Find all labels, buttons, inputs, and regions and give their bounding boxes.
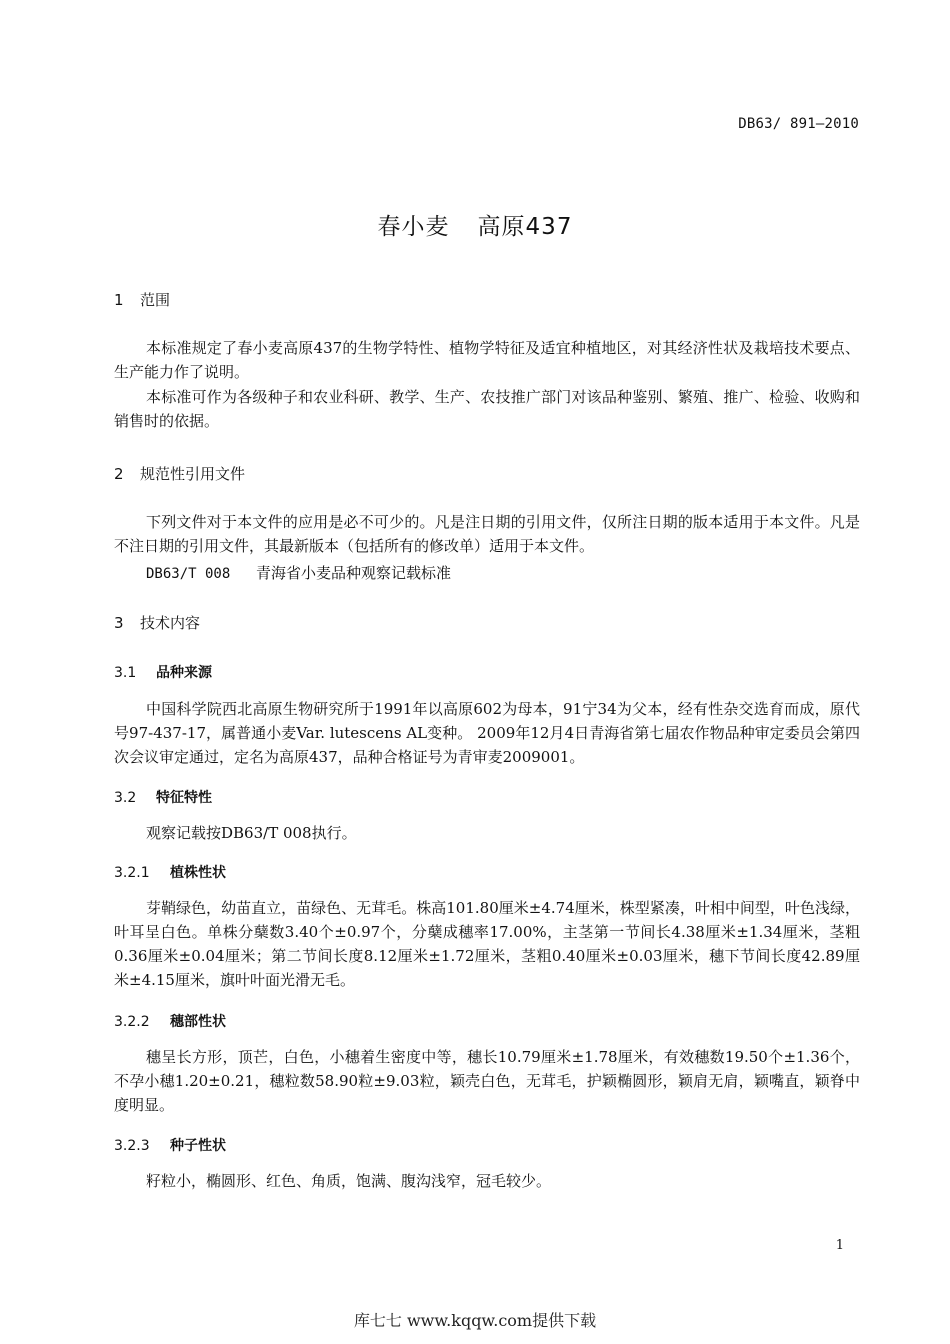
section-3-2-1-paragraph: 芽鞘绿色，幼苗直立，苗绿色、无茸毛。株高101.80厘米±4.74厘米，株型紧凑，叶相中间型，叶色浅绿，叶耳呈白色。单株分蘖数3.40个±0.97个，分蘖成穗率17.00%，主茎第一节间长4.38厘米±1.34厘米，茎粗0.36厘米±0.04厘米；第二节间长度8.12厘米±1.72厘米，茎粗0.40厘米±0.03厘米，穗下节间长度42.89厘米±4.15厘米，旗叶叶面光滑无毛。 xyxy=(114,899,860,989)
section-3-2-heading: 3.2 特征特性 xyxy=(114,790,212,806)
section-3-1-heading: 3.1 品种来源 xyxy=(114,665,212,681)
section-2-paragraph-1: 下列文件对于本文件的应用是必不可少的。凡是注日期的引用文件，仅所注日期的版本适用于本文件。凡是不注日期的引用文件，其最新版本（包括所有的修改单）适用于本文件。 xyxy=(114,513,860,555)
section-3-1-paragraph: 中国科学院西北高原生物研究所于1991年以高原602为母本，91宁34为父本，经有性杂交选育而成，原代号97-437-17，属普通小麦Var. lutescens AL变种。 2009年12月4日青海省第七届农作物品种审定委员会第四次会议审定通过，定名为高原437，品种合格证号为青审麦2009001。 xyxy=(114,700,860,766)
page-number: 1 xyxy=(835,1238,844,1253)
section-3-2-1-heading: 3.2.1 植株性状 xyxy=(114,865,226,881)
title-main: 春小麦 xyxy=(377,214,450,240)
normative-reference xyxy=(146,562,451,583)
section-3-2-3-heading: 3.2.3 种子性状 xyxy=(114,1138,226,1154)
section-3-heading: 3 技术内容 xyxy=(114,614,201,632)
reference-code: DB63/T 008 xyxy=(146,566,231,582)
section-3-2-2-heading: 3.2.2 穗部性状 xyxy=(114,1014,226,1030)
section-3-2-3-paragraph: 籽粒小，椭圆形、红色、角质，饱满、腹沟浅窄，冠毛较少。 xyxy=(146,1172,552,1190)
title-sub: 高原437 xyxy=(477,214,573,240)
download-footer: 库七七 www.kqqw.com提供下载 xyxy=(353,1311,597,1330)
section-1-paragraph-1: 本标准规定了春小麦高原437的生物学特性、植物学特征及适宜种植地区，对其经济性状及栽培技术要点、生产能力作了说明。 xyxy=(114,339,860,381)
section-2-heading: 2 规范性引用文件 xyxy=(114,465,246,483)
document-title xyxy=(0,208,950,241)
reference-title: 青海省小麦品种观察记载标准 xyxy=(256,564,452,582)
standard-code: DB63/ 891—2010 xyxy=(738,116,859,132)
section-1-heading: 1 范围 xyxy=(114,291,171,309)
section-1-paragraph-2: 本标准可作为各级种子和农业科研、教学、生产、农技推广部门对该品种鉴别、繁殖、推广、检验、收购和销售时的依据。 xyxy=(114,388,860,430)
section-3-2-2-paragraph: 穗呈长方形，顶芒，白色，小穗着生密度中等，穗长10.79厘米±1.78厘米，有效穗数19.50个±1.36个，不孕小穗1.20±0.21，穗粒数58.90粒±9.03粒，颖壳白色，无茸毛，护颖椭圆形，颖肩无肩，颖嘴直，颖脊中度明显。 xyxy=(114,1048,860,1114)
section-3-2-paragraph: 观察记载按DB63/T 008执行。 xyxy=(146,824,357,842)
